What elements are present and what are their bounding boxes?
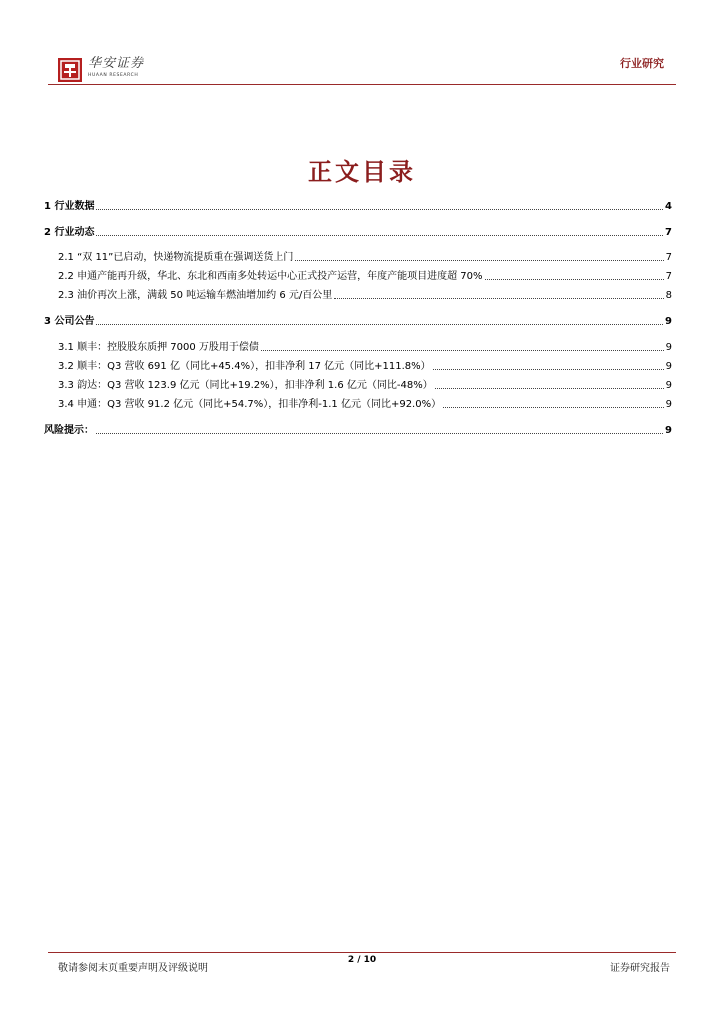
toc-entry-page: 4 <box>665 201 672 212</box>
footer-divider <box>48 952 676 953</box>
toc-entry-page: 9 <box>665 316 672 327</box>
toc-leader-dots <box>96 324 663 325</box>
toc-entry-label: 3.4 申通：Q3 营收 91.2 亿元（同比+54.7%），扣非净利-1.1 亿元（同比+92.0%） <box>58 399 442 410</box>
toc-entry-page: 7 <box>665 271 672 282</box>
toc-leader-dots <box>334 298 663 299</box>
toc-entry-page: 9 <box>665 361 672 372</box>
page-header <box>0 0 724 90</box>
toc-entry-3-3[interactable] <box>58 379 672 392</box>
toc-leader-dots <box>433 369 664 370</box>
toc-entry-label: 2.1 “双 11”已启动，快递物流提质重在强调送货上门 <box>58 252 294 263</box>
toc-leader-dots <box>443 407 664 408</box>
toc-title: 正文目录 <box>308 158 416 186</box>
logo-en-text: HUAAN RESEARCH <box>88 73 139 78</box>
toc-entry-label: 3.2 顺丰：Q3 营收 691 亿（同比+45.4%），扣非净利 17 亿元（同比+111.8%） <box>58 361 431 372</box>
toc-entry-page: 9 <box>665 342 672 353</box>
toc-entry-page: 9 <box>665 399 672 410</box>
footer-page-number: 2 / 10 <box>347 955 377 965</box>
section-label: 行业研究 <box>620 57 664 70</box>
toc-entry-label: 风险提示： <box>44 425 94 436</box>
toc-entry-label: 2.2 申通产能再升级，华北、东北和西南多处转运中心正式投产运营，年度产能项目进度超 70% <box>58 271 483 282</box>
toc-leader-dots <box>96 235 663 236</box>
toc-entry-3-4[interactable] <box>58 398 672 411</box>
toc-entry-label: 2 行业动态 <box>44 227 95 238</box>
huaan-logo-icon <box>58 58 82 82</box>
toc-entry-label: 3.1 顺丰：控股股东质押 7000 万股用于偿债 <box>58 342 259 353</box>
toc-leader-dots <box>295 260 663 261</box>
toc-entry-3-2[interactable] <box>58 360 672 373</box>
toc-entry-2-2[interactable] <box>58 270 672 283</box>
toc-entry-page: 7 <box>665 227 672 238</box>
logo-cn-text: 华安证券 <box>88 56 145 71</box>
toc-entry-3-1[interactable] <box>58 341 672 354</box>
toc-leader-dots <box>96 433 663 434</box>
footer-disclaimer: 敬请参阅末页重要声明及评级说明 <box>58 963 208 974</box>
logo-wordmark <box>88 56 144 79</box>
header-divider <box>48 84 676 85</box>
toc-entry-2-3[interactable] <box>58 289 672 302</box>
toc-entry-2[interactable] <box>44 226 672 239</box>
toc-entry-3[interactable] <box>44 315 672 328</box>
toc-entry-label: 2.3 油价再次上涨，满载 50 吨运输车燃油增加约 6 元/百公里 <box>58 290 333 301</box>
toc-entry-2-1[interactable] <box>58 251 672 264</box>
toc-leader-dots <box>261 350 664 351</box>
toc-entry-page: 8 <box>665 290 672 301</box>
toc-entry-1[interactable] <box>44 200 672 213</box>
toc-entry-label: 3.3 韵达：Q3 营收 123.9 亿元（同比+19.2%），扣非净利 1.6 亿元（同比-48%） <box>58 380 433 391</box>
toc-leader-dots <box>435 388 664 389</box>
footer-doc-type: 证券研究报告 <box>610 963 670 974</box>
toc-entry-page: 9 <box>665 425 672 436</box>
toc-leader-dots <box>96 209 663 210</box>
toc-entry-page: 9 <box>665 380 672 391</box>
toc-entry-page: 7 <box>665 252 672 263</box>
toc-entry-label: 1 行业数据 <box>44 201 95 212</box>
toc-entry-risk[interactable] <box>44 424 672 437</box>
toc-leader-dots <box>485 279 664 280</box>
toc-entry-label: 3 公司公告 <box>44 316 95 327</box>
